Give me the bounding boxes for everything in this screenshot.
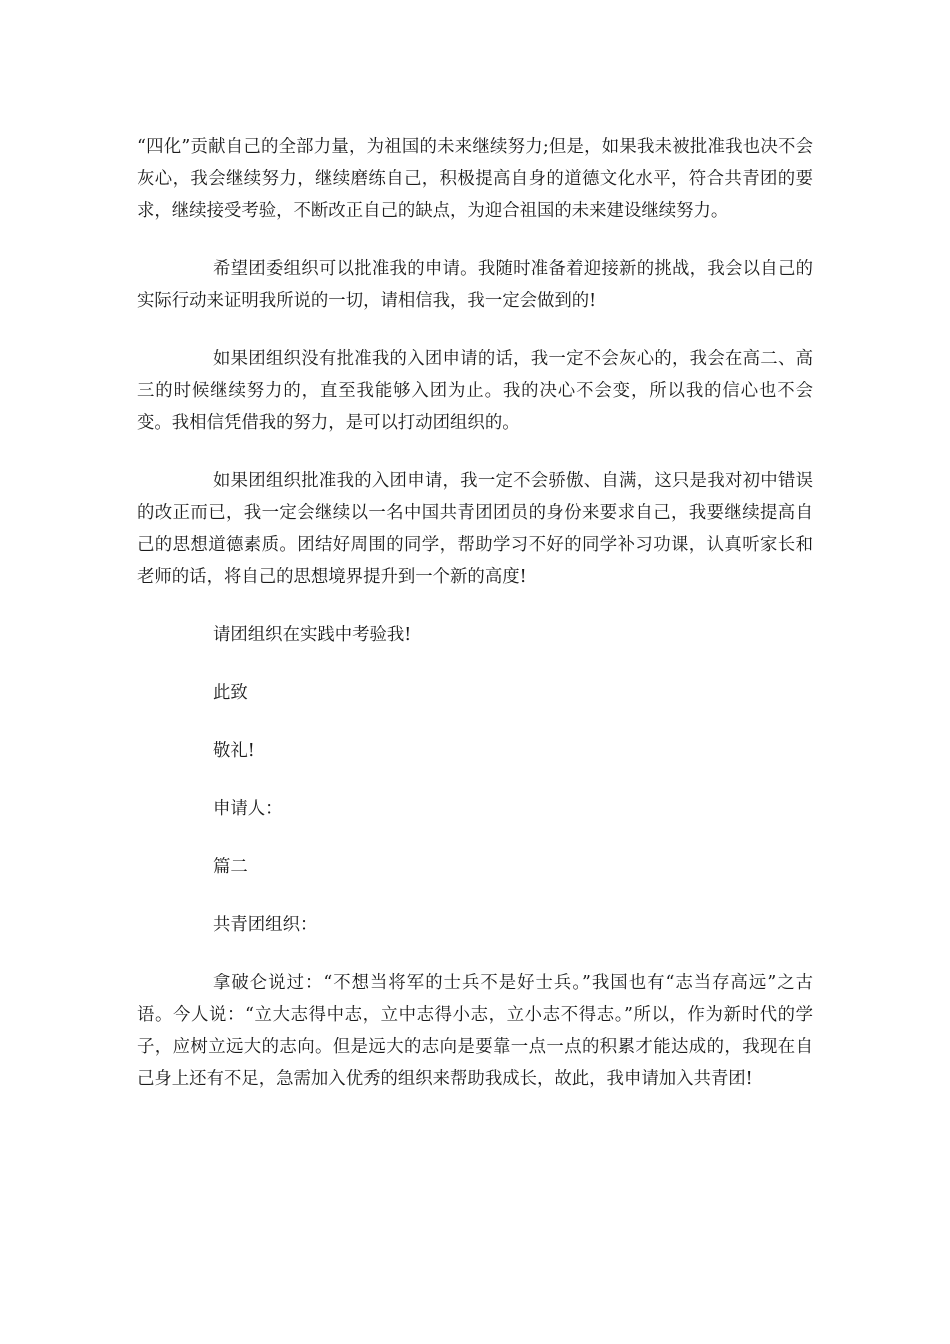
- paragraph-napoleon: 拿破仑说过：“不想当将军的士兵不是好士兵。”我国也有“志当存高远”之古语。今人说：“立大志得中志，立中志得小志，立小志不得志。”所以，作为新时代的学子，应树立远大的志向。但是远大的志向是要靠一点一点的积累才能达成的，我现在自己身上还有不足，急需加入优秀的组织来帮助我成长，故此，我申请加入共青团!: [137, 973, 813, 1089]
- paragraph-continuation: “四化”贡献自己的全部力量，为祖国的未来继续努力;但是，如果我未被批准我也决不会灰心，我会继续努力，继续磨练自己，积极提高自身的道德文化水平，符合共青团的要求，继续接受考验，不断改正自己的缺点，为迎合祖国的未来建设继续努力。: [137, 137, 813, 221]
- document-page: [137, 131, 813, 1095]
- closing-salutation: 此致: [213, 683, 248, 703]
- closing-regards: 敬礼!: [213, 741, 255, 761]
- paragraph-approved: 如果团组织批准我的入团申请，我一定不会骄傲、自满，这只是我对初中错误的改正而已，我一定会继续以一名中国共青团团员的身份来要求自己，我要继续提高自己的思想道德素质。团结好周围的同学，帮助学习不好的同学补习功课，认真听家长和老师的话，将自己的思想境界提升到一个新的高度!: [137, 471, 813, 587]
- paragraph-request-test: 请团组织在实践中考验我!: [213, 625, 412, 645]
- section-heading-part-two: 篇二: [213, 857, 248, 877]
- applicant-signature-line: 申请人：: [213, 799, 283, 819]
- addressee: 共青团组织：: [213, 915, 318, 935]
- paragraph-not-approved: 如果团组织没有批准我的入团申请的话，我一定不会灰心的，我会在高二、高三的时候继续努力的，直至我能够入团为止。我的决心不会变，所以我的信心也不会变。我相信凭借我的努力，是可以打动团组织的。: [137, 349, 813, 433]
- paragraph-hope: 希望团委组织可以批准我的申请。我随时准备着迎接新的挑战，我会以自己的实际行动来证明我所说的一切，请相信我，我一定会做到的!: [137, 259, 813, 311]
